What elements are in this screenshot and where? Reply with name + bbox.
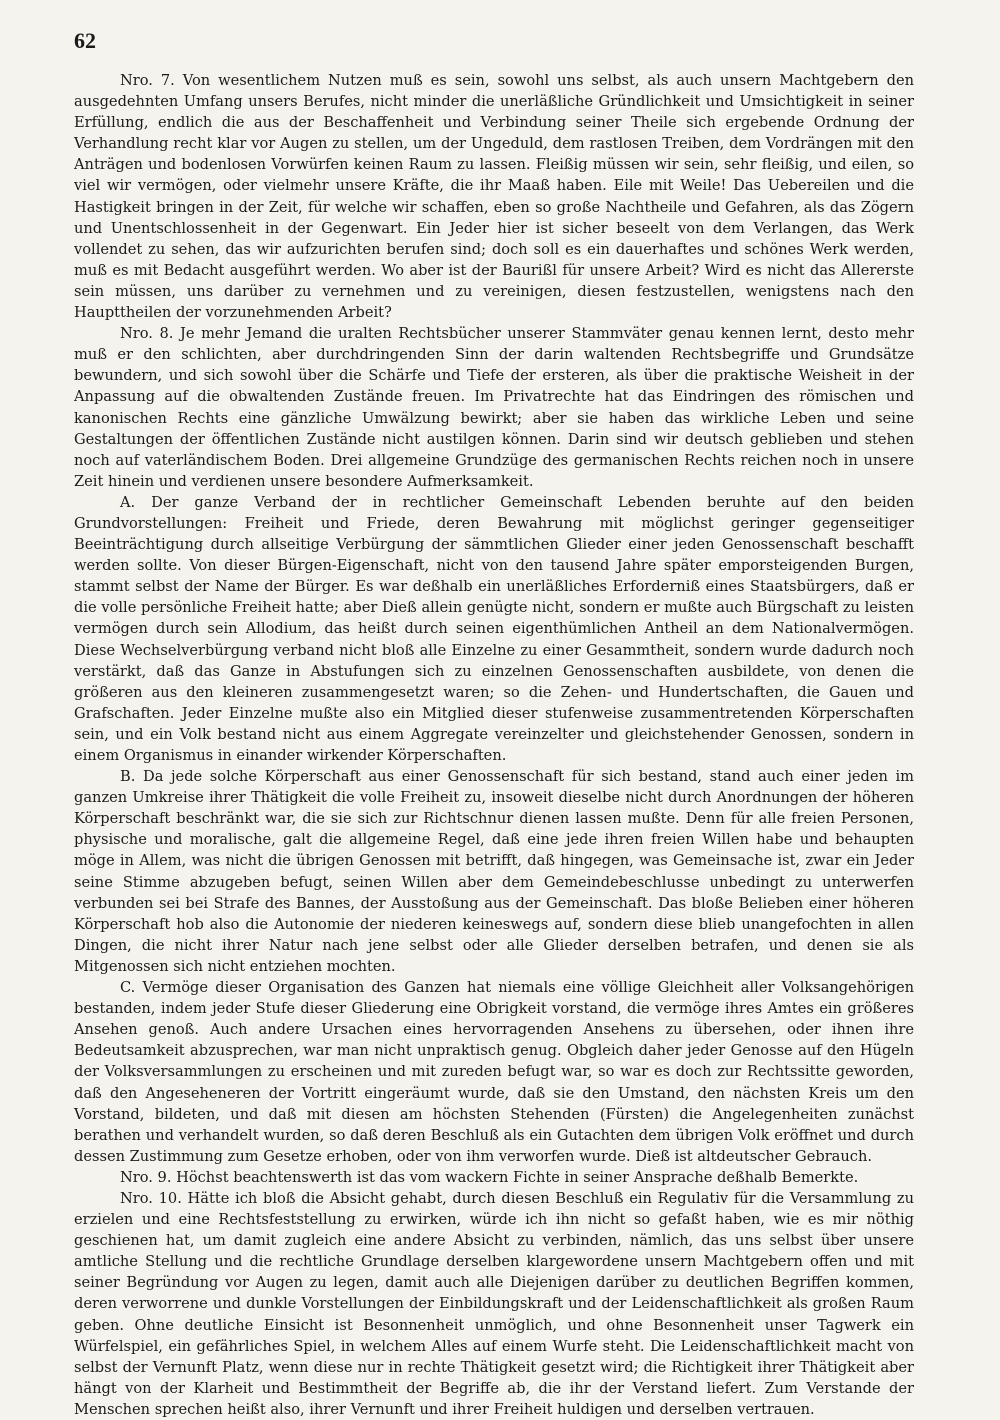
paragraph-nro-7: Nro. 7. Von wesentlichem Nutzen muß es sein, sowohl uns selbst, als auch unsern Machtgebern den ausgedehnten Umfang unsers Berufes, nicht minder die unerläßliche Gründlichkeit und Umsichtigkeit in seiner Erfüllung, endlich die aus der Beschaffenheit und Verbindung seiner Theile sich ergebende Ordnung der Verhandlung recht klar vor Augen zu stellen, um der Ungeduld, dem rastlosen Treiben, dem Vordrängen mit den Anträgen und bodenlosen Vorwürfen keinen Raum zu lassen. Fleißig müssen wir sein, sehr fleißig, und eilen, so viel wir vermögen, oder vielmehr unsere Kräfte, die ihr Maaß haben. Eile mit Weile! Das Uebereilen und die Hastigkeit bringen in der Zeit, für welche wir schaffen, eben so große Nachtheile und Gefahren, als das Zögern und Unentschlossenheit in der Gegenwart. Ein Jeder hier ist sicher beseelt von dem Verlangen, das Werk vollendet zu sehen, das wir aufzurichten berufen sind; doch soll es ein dauerhaftes und schönes Werk werden, muß es mit Bedacht ausgeführt werden. Wo aber ist der Baurißl für unsere Arbeit? Wird es nicht das Allererste sein müssen, uns darüber zu vernehmen und zu vereinigen, diesen festzustellen, wenigstens nach den Haupttheilen der vorzunehmenden Arbeit? [74, 72, 914, 322]
paragraph-nro-10: Nro. 10. Hätte ich bloß die Absicht gehabt, durch diesen Beschluß ein Regulativ für die Versammlung zu erzielen und eine Rechtsfeststellung zu erwirken, würde ich ihn nicht so gefaßt haben, wie es mir nöthig geschienen hat, um damit zugleich eine andere Absicht zu verbinden, nämlich, das uns selbst über unsere amtliche Stellung und die rechtliche Grundlage derselben klargewordene unsern Machtgebern offen und mit seiner Begründung vor Augen zu legen, damit auch alle Diejenigen darüber zu deutlichen Begriffen kommen, deren verworrene und dunkle Vorstellungen der Einbildungskraft und der Leidenschaftlichkeit als großen Raum geben. Ohne deutliche Einsicht ist Besonnenheit unmöglich, und ohne Besonnenheit unser Tagwerk ein Würfelspiel, ein gefährliches Spiel, in welchem Alles auf einem Wurfe steht. Die Leidenschaftlichkeit macht von selbst der Vernunft Platz, wenn diese nur in rechte Thätigkeit gesetzt wird; die Richtigkeit ihrer Thätigkeit aber hängt von der Klarheit und Bestimmtheit der Begriffe ab, die ihr der Verstand liefert. Zum Verstande der Menschen sprechen heißt also, ihrer Vernunft und ihrer Freiheit huldigen und derselben vertrauen. [74, 1189, 914, 1418]
paragraph-nro-9: Nro. 9. Höchst beachtenswerth ist das vom wackern Fichte in seiner Ansprache deßhalb Bemerkte. [120, 1168, 859, 1186]
paragraph-b: B. Da jede solche Körperschaft aus einer Genossenschaft für sich bestand, stand auch einer jeden im ganzen Umkreise ihrer Thätigkeit die volle Freiheit zu, insoweit dieselbe nicht durch Anordnungen der höheren Körperschaft beschränkt war, die sie sich zur Richtschnur dienen lassen mußte. Denn für alle freien Personen, physische und moralische, galt die allgemeine Regel, daß eine jede ihren freien Willen habe und behaupten möge in Allem, was nicht die übrigen Genossen mit betrifft, daß hingegen, was Gemeinsache ist, zwar ein Jeder seine Stimme abzugeben befugt, seinen Willen aber dem Gemeindebeschlusse unbedingt zu unterwerfen verbunden sei bei Strafe des Bannes, der Ausstoßung aus der Gemeinschaft. Das bloße Belieben einer höheren Körperschaft hob also die Autonomie der niederen keineswegs auf, sondern diese blieb unangefochten in allen Dingen, die nicht ihrer Natur nach jene selbst oder alle Glieder derselben betrafen, und denen sie als Mitgenossen sich nicht entziehen mochten. [74, 768, 914, 975]
paragraph-c: C. Vermöge dieser Organisation des Ganzen hat niemals eine völlige Gleichheit aller Volksangehörigen bestanden, indem jeder Stufe dieser Gliederung eine Obrigkeit vorstand, die vermöge ihres Amtes ein größeres Ansehen genoß. Auch andere Ursachen eines hervorragenden Ansehens zu übersehen, oder ihnen ihre Bedeutsamkeit abzusprechen, war man nicht unpraktisch genug. Obgleich daher jeder Genosse auf den Hügeln der Volksversammlungen zu erscheinen und mit zureden befugt war, so war es doch zur Rechtssitte geworden, daß den Angeseheneren der Vortritt eingeräumt wurde, daß sie den Umstand, den nächsten Kreis um den Vorstand, bildeten, und daß mit diesen am höchsten Stehenden (Fürsten) die Angelegenheiten zunächst berathen und verhandelt wurden, so daß deren Beschluß als ein Gutachten dem übrigen Volk eröffnet und durch dessen Zustimmung zum Gesetze erhoben, oder von ihm verworfen wurde. Dieß ist altdeutscher Gebrauch. [74, 979, 914, 1165]
paragraph-a: A. Der ganze Verband der in rechtlicher Gemeinschaft Lebenden beruhte auf den beiden Grundvorstellungen: Freiheit und Friede, deren Bewahrung mit möglichst geringer gegenseitiger Beeinträchtigung durch allseitige Verbürgung der sämmtlichen Glieder einer jeden Genossenschaft beschafft werden sollte. Von dieser Bürgen-Eigenschaft, nicht von den tausend Jahre später emporsteigenden Burgen, stammt selbst der Name der Bürger. Es war deßhalb ein unerläßliches Erforderniß eines Staatsbürgers, daß er die volle persönliche Freiheit hatte; aber Dieß allein genügte nicht, sondern er mußte auch Bürgschaft zu leisten vermögen durch sein Allodium, das heißt durch seinen eigenthümlichen Antheil an dem Nationalvermögen. Diese Wechselverbürgung verband nicht bloß alle Einzelne zu einer Gesammtheit, sondern wurde dadurch noch verstärkt, daß das Ganze in Abstufungen sich zu einzelnen Genossenschaften ausbildete, von denen die größeren aus den kleineren zusammengesetzt waren; so die Zehen- und Hundertschaften, die Gauen und Grafschaften. Jeder Einzelne mußte also ein Mitglied dieser stufenweise zusammentretenden Körperschaften sein, und ein Volk bestand nicht aus einem Aggregate vereinzelter und gleichstehender Genossen, sondern in einem Organismus in einander wirkender Körperschaften. [74, 493, 914, 764]
paragraph-nro-8: Nro. 8. Je mehr Jemand die uralten Rechtsbücher unserer Stammväter genau kennen lernt, desto mehr muß er den schlichten, aber durchdringenden Sinn der darin waltenden Rechtsbegriffe und Grundsätze bewundern, und sich sowohl über die Schärfe und Tiefe der ersteren, als über die praktische Weisheit in der Anpassung auf die obwaltenden Zustände freuen. Im Privatrechte hat das Eindringen des römischen und kanonischen Rechts eine gänzliche Umwälzung bewirkt; aber sie haben das wirkliche Leben und seine Gestaltungen der öffentlichen Zustände nicht austilgen können. Darin sind wir deutsch geblieben und stehen noch auf vaterländischem Boden. Drei allgemeine Grundzüge des germanischen Rechts reichen noch in unsere Zeit hinein und verdienen unsere besondere Aufmerksamkeit. [74, 325, 914, 490]
body-text [74, 70, 914, 1420]
page-number: 62 [74, 28, 96, 53]
